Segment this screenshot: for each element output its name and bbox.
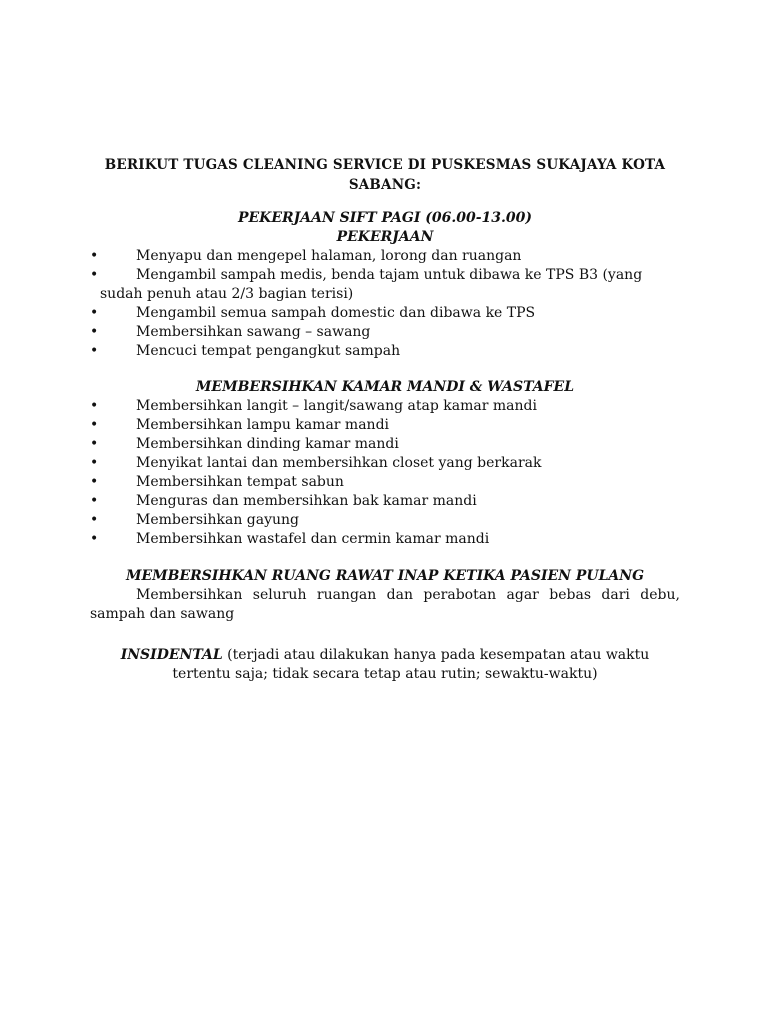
list-item-text: Mengambil sampah medis, benda tajam untuk dibawa ke TPS B3 (yang: [136, 267, 643, 283]
bullet-marker: •: [90, 417, 99, 433]
list-item-text: Menyapu dan mengepel halaman, lorong dan ruangan: [136, 248, 522, 264]
list-item: [90, 530, 680, 549]
list-item: [90, 416, 680, 435]
work-list: [90, 247, 680, 361]
document-page: [90, 155, 680, 684]
list-item-text: Mengambil semua sampah domestic dan dibawa ke TPS: [136, 305, 536, 321]
list-item: [90, 304, 680, 323]
bullet-marker: •: [90, 455, 99, 471]
list-item-text: Membersihkan dinding kamar mandi: [136, 436, 399, 452]
list-item-text: Menyikat lantai dan membersihkan closet yang berkarak: [136, 455, 542, 471]
shift-heading: PEKERJAAN SIFT PAGI (06.00-13.00): [237, 210, 533, 226]
list-item-text: Membersihkan sawang – sawang: [136, 324, 371, 340]
title-line-2: SABANG:: [348, 177, 422, 193]
list-item-text: Membersihkan gayung: [136, 512, 300, 528]
bullet-marker: •: [90, 343, 99, 359]
list-item-text: Membersihkan wastafel dan cermin kamar mandi: [136, 531, 490, 547]
list-item: [90, 397, 680, 416]
list-item: [90, 473, 680, 492]
bullet-marker: •: [90, 248, 99, 264]
list-item-text: Menguras dan membersihkan bak kamar mandi: [136, 493, 477, 509]
bullet-marker: •: [90, 305, 99, 321]
bullet-marker: •: [90, 531, 99, 547]
insidental-paragraph: [90, 646, 680, 684]
list-item: [90, 323, 680, 342]
insidental-text: (terjadi atau dilakukan hanya pada kesempatan atau waktu tertentu saja; tidak secara tetap atau rutin; sewaktu-waktu): [172, 647, 650, 682]
bullet-marker: •: [90, 493, 99, 509]
list-item-text: Mencuci tempat pengangkut sampah: [136, 343, 401, 359]
bullet-marker: •: [90, 267, 99, 283]
bullet-marker: •: [90, 324, 99, 340]
bathroom-list: [90, 397, 680, 549]
document-title: [90, 155, 680, 195]
list-item: [90, 492, 680, 511]
bullet-marker: •: [90, 474, 99, 490]
list-item-text: Membersihkan tempat sabun: [136, 474, 344, 490]
list-item-text-continued: sudah penuh atau 2/3 bagian terisi): [100, 286, 354, 302]
ward-paragraph: Membersihkan seluruh ruangan dan perabotan agar bebas dari debu, sampah dan sawang: [90, 587, 680, 622]
bathroom-heading: MEMBERSIHKAN KAMAR MANDI & WASTAFEL: [195, 379, 575, 395]
bullet-marker: •: [90, 436, 99, 452]
title-line-1: BERIKUT TUGAS CLEANING SERVICE DI PUSKESMAS SUKAJAYA KOTA: [104, 157, 666, 173]
work-heading: PEKERJAAN: [336, 229, 434, 245]
bullet-marker: •: [90, 398, 99, 414]
list-item: [90, 454, 680, 473]
list-item-text: Membersihkan lampu kamar mandi: [136, 417, 390, 433]
list-item: [90, 511, 680, 530]
list-item: [90, 435, 680, 454]
list-item-text: Membersihkan langit – langit/sawang atap kamar mandi: [136, 398, 537, 414]
list-item: [90, 342, 680, 361]
ward-heading: MEMBERSIHKAN RUANG RAWAT INAP KETIKA PASIEN PULANG: [125, 568, 645, 584]
list-item: [90, 266, 680, 304]
bullet-marker: •: [90, 512, 99, 528]
list-item: [90, 247, 680, 266]
insidental-label: INSIDENTAL: [120, 647, 223, 663]
